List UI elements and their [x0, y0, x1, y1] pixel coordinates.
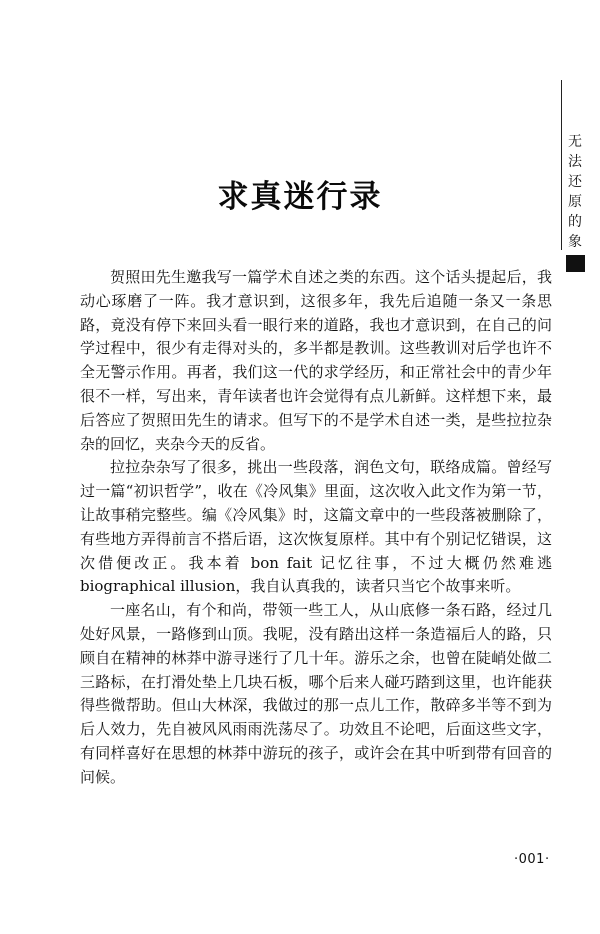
running-header-char: 还 [568, 174, 582, 190]
running-header-char: 原 [568, 194, 582, 210]
body-text [80, 266, 552, 790]
paragraph: 拉拉杂杂写了很多，挑出一些段落，润色文句，联络成篇。曾经写过一篇“初识哲学”，收在《冷风集》里面，这次收入此文作为第一节，让故事稍完整些。编《冷风集》时，这篇文章中的一些段落被删除了，有些地方弄得前言不搭后语，这次恢复原样。其中有个别记忆错误，这次借便改正。我本着 bon fait 记忆往事，不过大概仍然难逃 biographical illusion，我自认真我的，读者只当它个故事来听。 [80, 458, 552, 596]
running-header-char: 法 [568, 154, 582, 170]
paragraph: 贺照田先生邀我写一篇学术自述之类的东西。这个话头提起后，我动心琢磨了一阵。我才意识到，这很多年，我先后追随一条又一条思路，竟没有停下来回头看一眼行来的道路，我也才意识到，在自己的问学过程中，很少有走得对头的，多半都是教训。这些教训对后学也许不全无警示作用。再者，我们这一代的求学经历，和正常社会中的青少年很不一样，写出来，青年读者也许会觉得有点儿新鲜。这样想下来，最后答应了贺照田先生的请求。但写下的不是学术自述一类，是些拉拉杂杂的回忆，夹杂今天的反省。 [80, 268, 552, 453]
paragraph: 一座名山，有个和尚，带领一些工人，从山底修一条石路，经过几处好风景，一路修到山顶。我呢，没有踏出这样一条造福后人的路，只顾自在精神的林莽中游寻迷行了几十年。游乐之余，也曾在陡峭处做二三路标，在打滑处垫上几块石板，哪个后来人碰巧踏到这里，也许能获得些微帮助。但山大林深，我做过的那一点儿工作，散碎多半等不到为后人效力，先自被风风雨雨洗荡尽了。功效且不论吧，后面这些文字，有同样喜好在思想的林莽中游玩的孩子，或许会在其中听到带有回音的问候。 [80, 601, 552, 786]
running-header-char: 无 [568, 134, 582, 150]
running-header-char: 象 [568, 234, 582, 250]
side-divider-line [561, 80, 562, 250]
page-number: ·001· [514, 852, 550, 867]
running-header-char: 的 [568, 214, 582, 230]
section-marker-block [566, 255, 585, 272]
chapter-title: 求真迷行录 [217, 179, 383, 215]
